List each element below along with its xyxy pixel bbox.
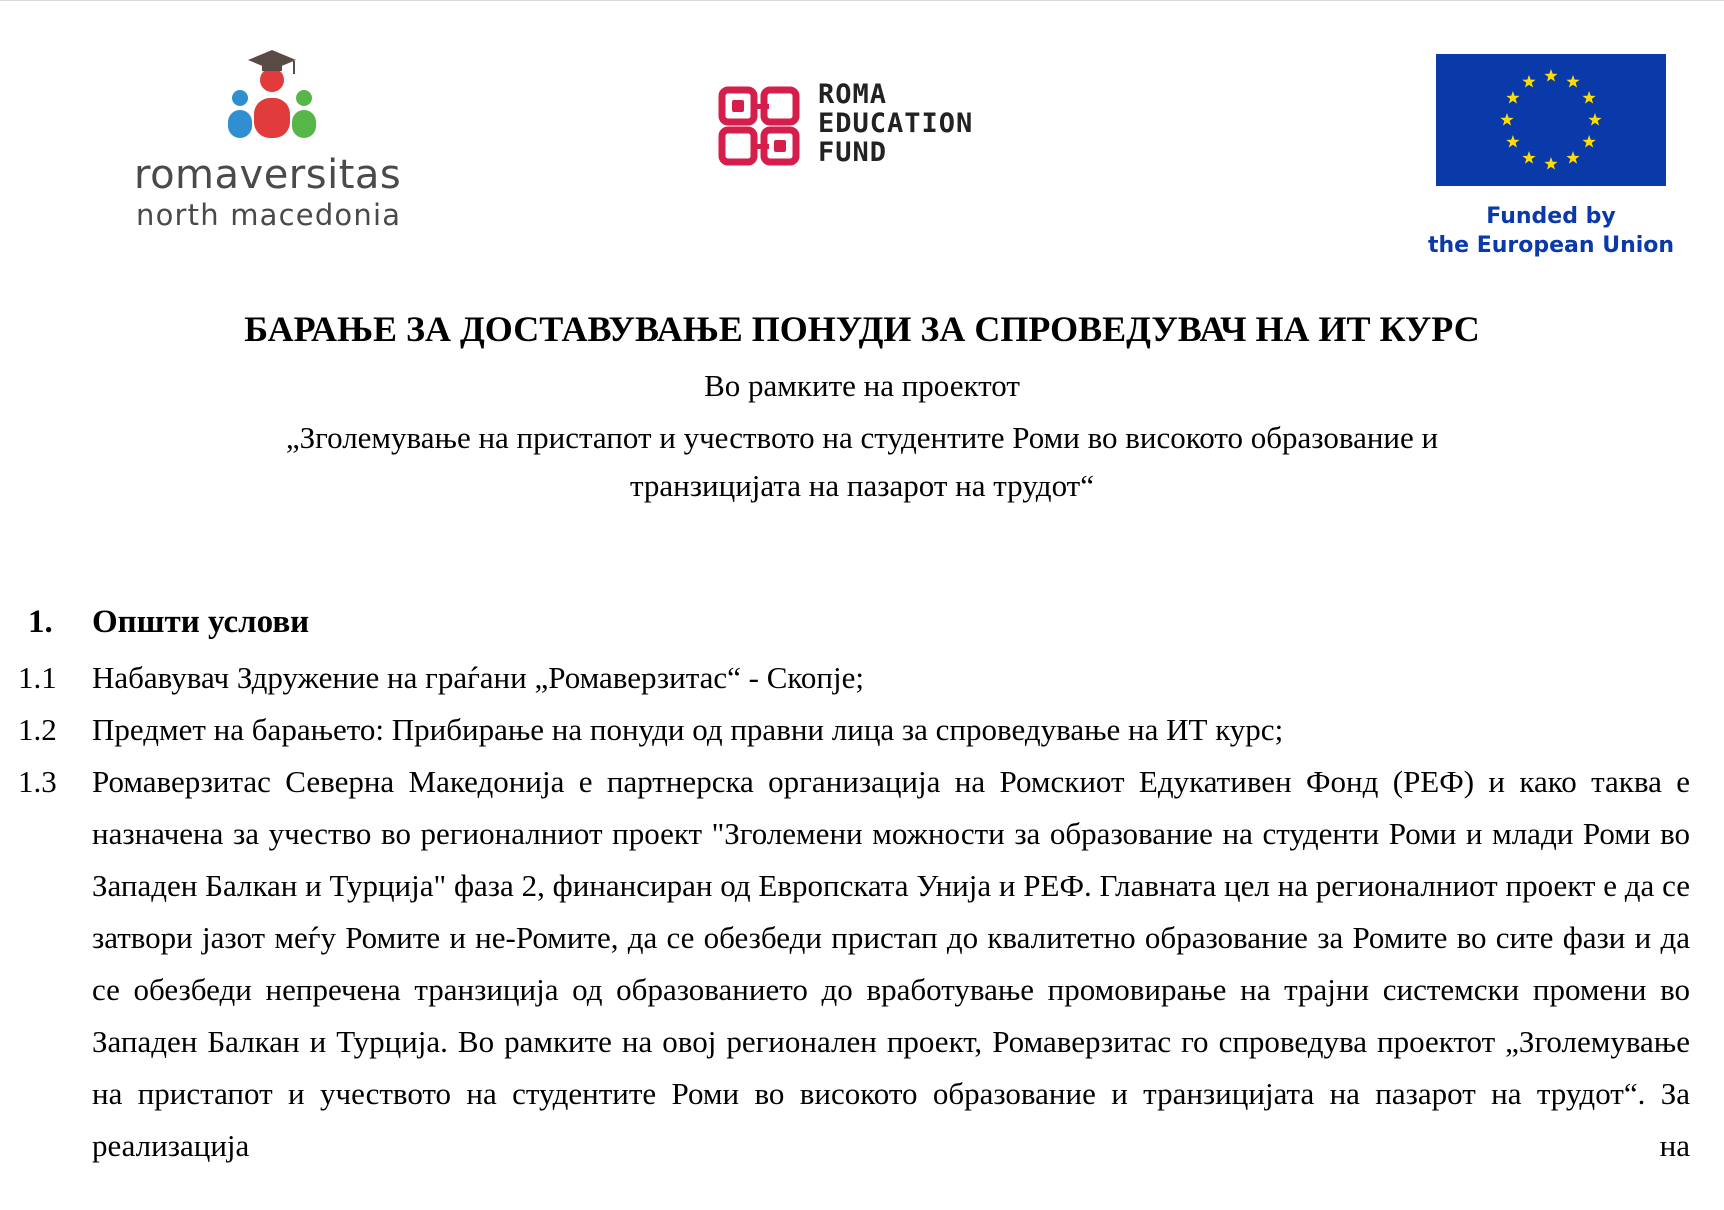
eu-stars-icon (1436, 54, 1666, 186)
eu-star-icon (1544, 157, 1557, 170)
list-item (18, 652, 1690, 704)
romaversitas-wordmark: romaversitas (134, 152, 402, 198)
ref-symbol-icon (718, 86, 802, 166)
document-subtitle-3: транзицијата на пазарот на трудот“ (630, 468, 1094, 503)
eu-star-icon (1582, 91, 1595, 104)
eu-star-icon (1566, 151, 1579, 164)
romaversitas-logo (134, 50, 434, 240)
list-item (18, 756, 1690, 1172)
eu-caption (1422, 202, 1680, 260)
list-item-number: 1.2 (18, 712, 57, 747)
page-top-border (0, 0, 1724, 1)
eu-caption-line1: Funded by (1486, 204, 1616, 229)
section-heading (28, 604, 309, 641)
list-item-text: Предмет на барањето: Прибирање на понуди од правни лица за спроведување на ИТ курс; (92, 712, 1284, 747)
eu-star-icon (1544, 69, 1557, 82)
ref-wordmark-line3: FUND (818, 137, 888, 168)
list-item-text: Ромаверзитас Северна Македонија е партнерска организација на Ромскиот Едукативен Фонд (РЕФ) и како таква е назначена за учество во регионалниот проект "Зголемени можности за образование на студенти Роми и млади Роми во Западен Балкан и Турција" фаза 2, финансиран од Европската Унија и РЕФ. Главната цел на регионалниот проект е да се затвори јазот меѓу Ромите и не-Ромите, да се обезбеди пристап до квалитетно образование за Ромите во сите фази и да се обезбеди непречена транзиција од образованието до вработување промовирање на трајни системски промени во Западен Балкан и Турција. Во рамките на овој регионален проект, Ромаверзитас го спроведува проектот „Зголемување на пристапот и учеството на студентите Роми во високото образование и транзицијата на пазарот на трудот“. За реализација на (92, 764, 1690, 1163)
eu-funding-logo (1422, 54, 1692, 264)
document-subtitle-2: „Зголемување на пристапот и учеството на студентите Роми во високото образование и (285, 420, 1439, 455)
list-item-number: 1.1 (18, 660, 57, 695)
document-title: БАРАЊЕ ЗА ДОСТАВУВАЊЕ ПОНУДИ ЗА СПРОВЕДУВАЧ НА ИТ КУРС (244, 309, 1480, 349)
eu-star-icon (1522, 151, 1535, 164)
people-graduate-icon (224, 50, 334, 140)
document-subtitle-1: Во рамките на проектот (704, 368, 1020, 403)
list-item-text: Набавувач Здружение на граѓани „Ромаверзитас“ - Скопје; (92, 660, 864, 695)
list-item (18, 704, 1690, 756)
eu-star-icon (1588, 113, 1601, 126)
eu-star-icon (1522, 75, 1535, 88)
list-item-number: 1.3 (18, 764, 57, 799)
romaversitas-subtitle: north macedonia (136, 198, 402, 232)
roma-education-fund-logo (718, 80, 1058, 170)
section-title: Општи услови (92, 604, 310, 640)
eu-star-icon (1500, 113, 1513, 126)
eu-caption-line2: the European Union (1427, 233, 1675, 258)
section-number: 1. (28, 604, 53, 640)
eu-star-icon (1506, 91, 1519, 104)
eu-star-icon (1506, 135, 1519, 148)
ref-wordmark-line2: EDUCATION (818, 108, 974, 139)
ref-wordmark-line1: ROMA (818, 79, 888, 110)
eu-star-icon (1582, 135, 1595, 148)
ref-wordmark (818, 80, 973, 167)
eu-flag (1436, 54, 1666, 186)
eu-star-icon (1566, 75, 1579, 88)
